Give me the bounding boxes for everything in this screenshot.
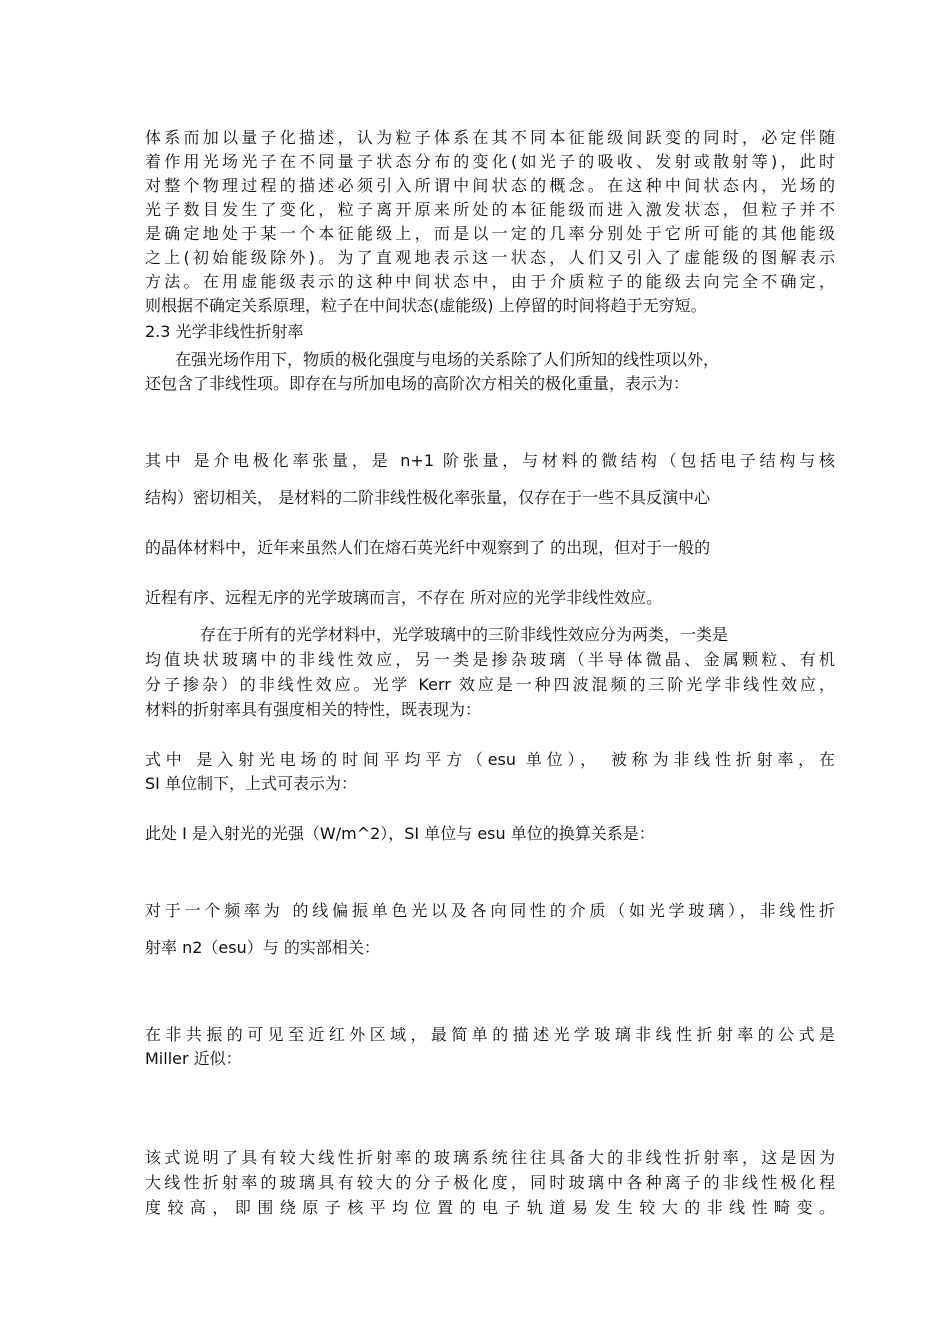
paragraph-3-line-4: 近程有序、远程无序的光学玻璃而言，不存在 所对应的光学非线性效应。 [145, 588, 663, 607]
paragraph-6-line-1: 此处 I 是入射光的光强（W/m^2），SI 单位与 esu 单位的换算关系是： [145, 824, 655, 843]
paragraph-5-line-2: SI 单位制下，上式可表示为： [145, 774, 357, 793]
paragraph-9-line-3: 度较高，即围绕原子核平均位置的电子轨道易发生较大的非线性畸变。 [145, 1198, 835, 1217]
paragraph-1-line-8: 则根据不确定关系原理，粒子在中间状态(虚能级) 上停留的时间将趋于无穷短。 [145, 296, 707, 315]
paragraph-1-line-6: 之上(初始能级除外)。为了直观地表示这一状态，人们又引入了虚能级的图解表示 [145, 248, 835, 267]
paragraph-4-line-3: 分子掺杂）的非线性效应。光学 Kerr 效应是一种四波混频的三阶光学非线性效应， [145, 675, 835, 694]
paragraph-3-line-2: 结构）密切相关， 是材料的二阶非线性极化率张量，仅存在于一些不具反演中心 [145, 488, 711, 507]
paragraph-3-line-3: 的晶体材料中，近年来虽然人们在熔石英光纤中观察到了 的出现，但对于一般的 [145, 538, 711, 557]
paragraph-7-line-2: 射率 n2（esu）与 的实部相关： [145, 938, 380, 957]
section-heading: 2.3 光学非线性折射率 [145, 322, 304, 341]
paragraph-4-line-2: 均值块状玻璃中的非线性效应，另一类是掺杂玻璃（半导体微晶、金属颗粒、有机 [145, 650, 835, 669]
paragraph-4-line-4: 材料的折射率具有强度相关的特性，既表现为： [145, 700, 482, 719]
paragraph-9-line-2: 大线性折射率的玻璃具有较大的分子极化度，同时玻璃中各种离子的非线性极化程 [145, 1173, 835, 1192]
paragraph-1-line-5: 是确定地处于某一个本征能级上，而是以一定的几率分别处于它所可能的其他能级 [145, 224, 835, 243]
paragraph-2-line-2: 还包含了非线性项。即存在与所加电场的高阶次方相关的极化重量，表示为： [145, 374, 690, 393]
paragraph-1-line-3: 对整个物理过程的描述必须引入所谓中间状态的概念。在这种中间状态内，光场的 [145, 176, 835, 195]
paragraph-9-line-1: 该式说明了具有较大线性折射率的玻璃系统往往具备大的非线性折射率，这是因为 [145, 1148, 835, 1167]
paragraph-3-line-1: 其中 是介电极化率张量，是 n+1 阶张量，与材料的微结构（包括电子结构与核 [145, 451, 835, 470]
paragraph-1-line-2: 着作用光场光子在不同量子状态分布的变化(如光子的吸收、发射或散射等)，此时 [145, 152, 835, 171]
paragraph-4-line-1: 存在于所有的光学材料中，光学玻璃中的三阶非线性效应分为两类，一类是 [200, 625, 729, 644]
paragraph-8-line-1: 在非共振的可见至近红外区域，最简单的描述光学玻璃非线性折射率的公式是 [145, 1025, 835, 1044]
paragraph-1-line-4: 光子数目发生了变化，粒子离开原来所处的本征能级而进入激发状态，但粒子并不 [145, 200, 835, 219]
paragraph-8-line-2: Miller 近似： [145, 1049, 242, 1068]
paragraph-7-line-1: 对于一个频率为 的线偏振单色光以及各向同性的介质（如光学玻璃），非线性折 [145, 901, 835, 920]
paragraph-1-line-7: 方法。在用虚能级表示的这种中间状态中，由于介质粒子的能级去向完全不确定， [145, 272, 835, 291]
paragraph-5-line-1: 式中 是入射光电场的时间平均平方（esu 单位）， 被称为非线性折射率，在 [145, 750, 835, 769]
paragraph-2-line-1: 在强光场作用下，物质的极化强度与电场的关系除了人们所知的线性项以外， [175, 350, 720, 369]
paragraph-1-line-1: 体系而加以量子化描述，认为粒子体系在其不同本征能级间跃变的同时，必定伴随 [145, 128, 835, 147]
